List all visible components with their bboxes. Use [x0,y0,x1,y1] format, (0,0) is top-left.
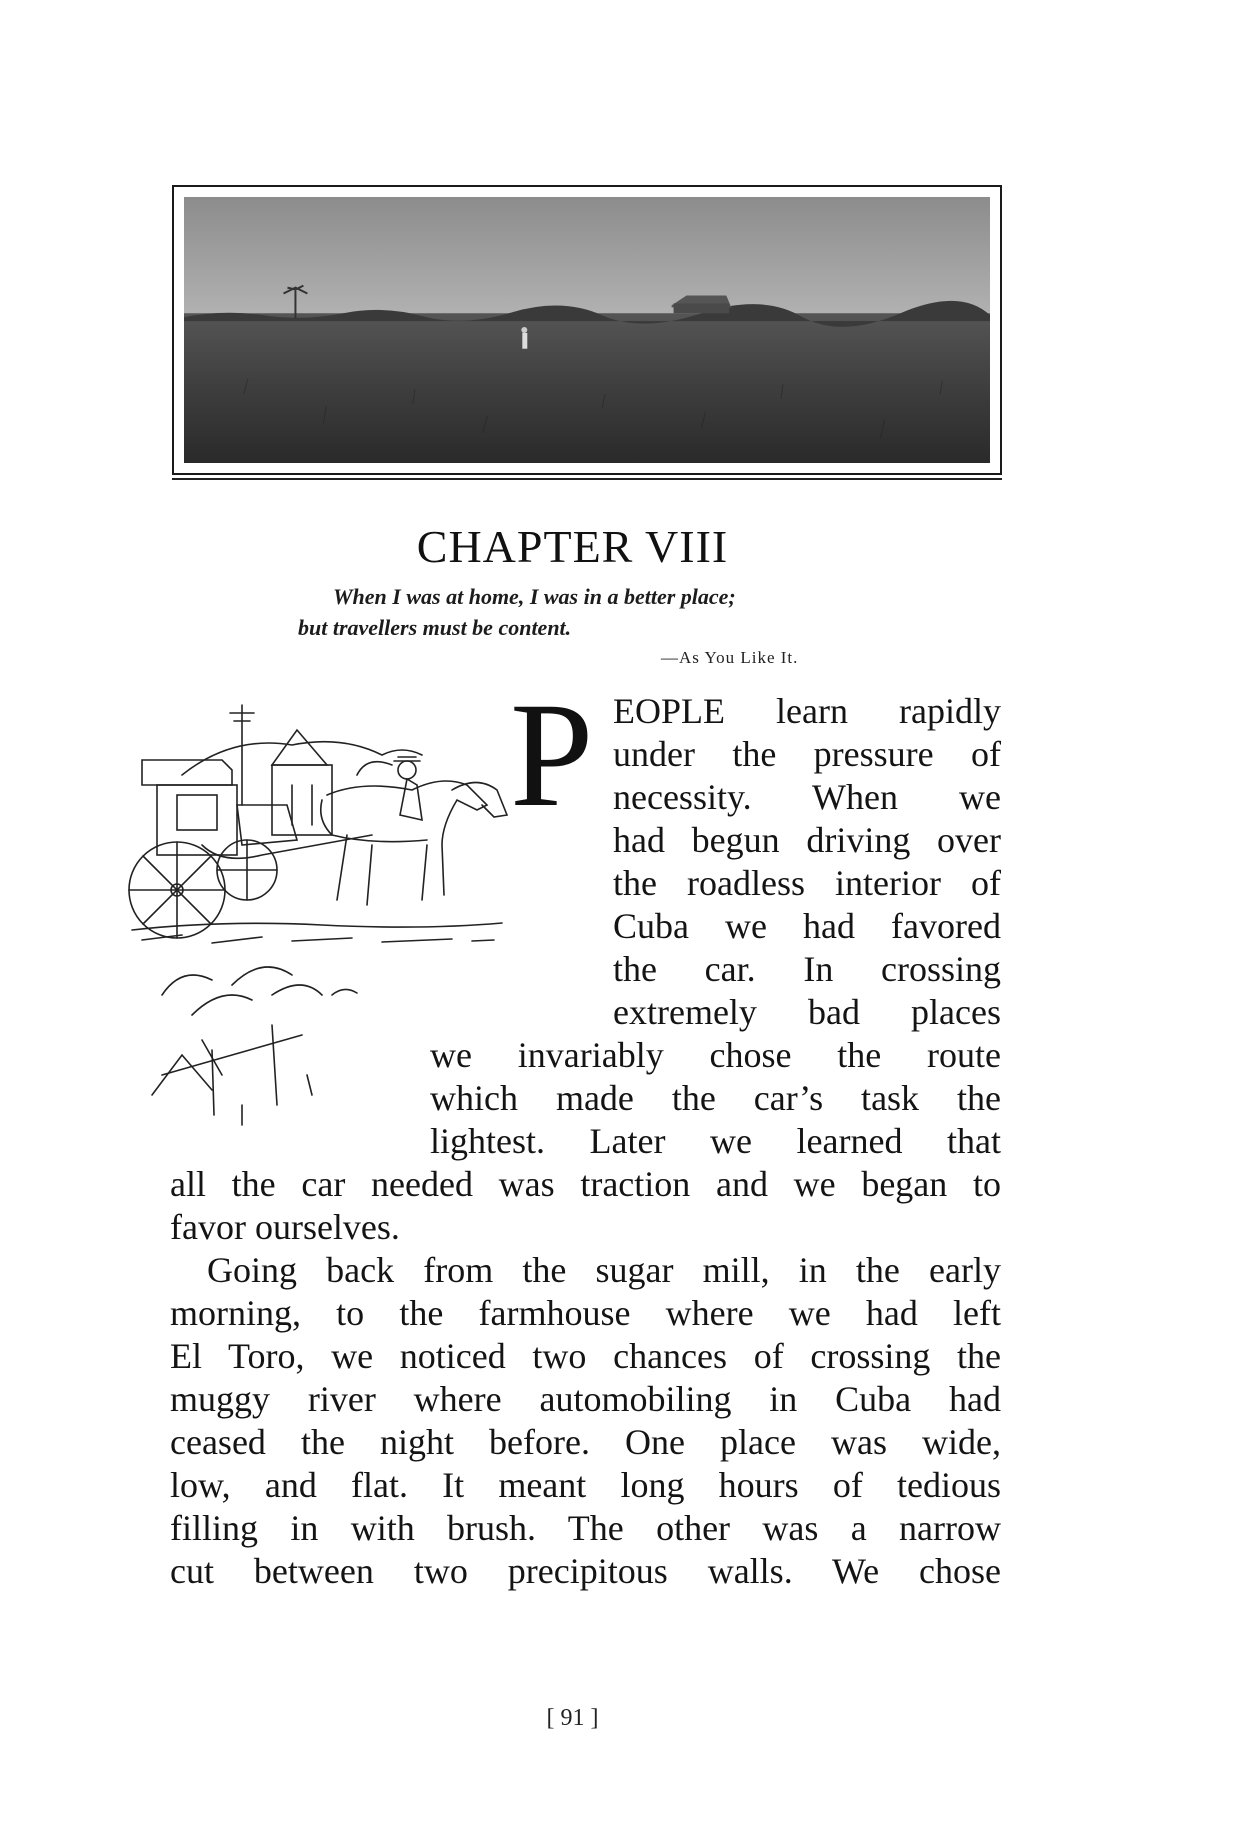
photo-bottom-rule [172,478,1002,480]
epigraph-line: When I was at home, I was in a better place; [333,584,736,609]
drop-cap: P [510,672,594,838]
body-line: low, and flat. It meant long hours of tedious [170,1465,1001,1505]
chapter-title: CHAPTER VIII [416,521,729,572]
body-line: lightest. Later we learned that [430,1121,1001,1161]
body-line: we invariably chose the route [430,1035,1001,1075]
body-line: filling in with brush. The other was a narrow [170,1508,1001,1548]
epigraph-source: —As You Like It. [661,648,799,667]
body-line: morning, to the farmhouse where we had left [170,1293,1001,1333]
body-line: under the pressure of [613,734,1001,774]
body-line: favor ourselves. [170,1207,400,1247]
body-line: which made the car’s task the [430,1078,1001,1118]
body-line: muggy river where automobiling in Cuba had [170,1379,1001,1419]
body-line: necessity. When we [613,777,1001,817]
body-line: extremely bad places [613,992,1001,1032]
body-line: had begun driving over [613,820,1001,860]
chapter-photo [172,185,1002,475]
landscape-photo-icon [184,197,990,463]
body-line: the car. In crossing [613,949,1001,989]
body-line: ceased the night before. One place was wide, [170,1422,1001,1462]
body-line: El Toro, we noticed two chances of crossing the [170,1336,1001,1376]
body-line: EOPLE learn rapidly [613,691,1001,731]
body-line: the roadless interior of [613,863,1001,903]
body-line: all the car needed was traction and we began to [170,1164,1001,1204]
body-line: Cuba we had favored [613,906,1001,946]
body-line: cut between two precipitous walls. We chose [170,1551,1001,1591]
epigraph-line: but travellers must be content. [298,615,572,640]
page-number: [ 91 ] [546,1705,599,1731]
body-line: Going back from the sugar mill, in the early [207,1250,1001,1290]
